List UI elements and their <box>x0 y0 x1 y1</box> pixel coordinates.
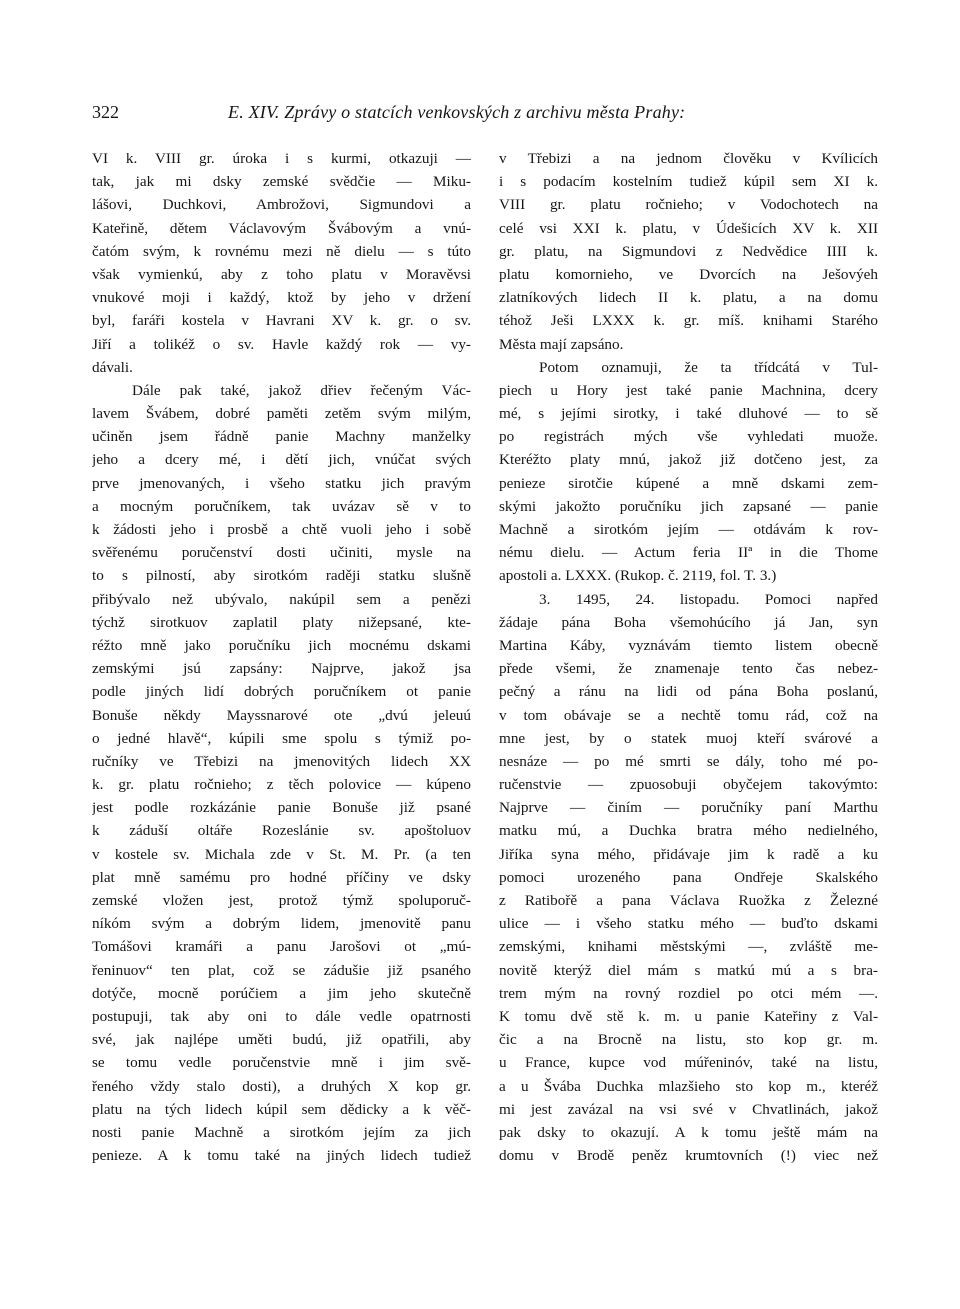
text-line: byl, faráři kostela v Havrani XV k. gr. o sv. <box>92 312 471 330</box>
text-line: VI k. VIII gr. úroka i s kurmi, otkazuji — <box>92 150 471 167</box>
text-line: podle jiných lidí dobrých poručníkem ot panie <box>92 683 471 701</box>
text-line: réžto mně jako poručníku jich mocnému dskami <box>92 636 471 654</box>
text-line: postupuji, tak aby oni to dále vedle opatrnosti <box>92 1007 471 1025</box>
text-line: k žádosti jeho i prosbě a chtě vuoli jeho i sobě <box>92 521 471 538</box>
text-line: níkóm svým a dobrým lidem, jmenovitě panu <box>92 915 471 933</box>
text-line: Kateřině, dětem Václavovým Švábovým a vnú- <box>92 219 471 237</box>
text-line: z Ratibořě a pana Václava Ruožka z Železné <box>499 892 878 909</box>
text-line: skými jakožto poručníku jich zapsané — panie <box>499 497 878 515</box>
text-line: a u Švába Duchka mlazšieho sto kop m., kteréž <box>499 1077 878 1095</box>
text-line: po registrách mých vše vyhledati muože. <box>499 428 878 446</box>
text-line: v tom obávaje se a nechtě tomu rád, což na <box>499 706 878 724</box>
text-line: nosti panie Machně a sirotkóm jejím za jich <box>92 1123 471 1141</box>
text-line: dávali. <box>92 358 133 376</box>
running-title: E. XIV. Zprávy o statcích venkovských z archivu města Prahy: <box>228 102 686 122</box>
text-line: jeho a dcery mé, i dětí jich, vnúčat svých <box>92 451 471 469</box>
text-line: téhož Ješi LXXX k. gr. míš. knihami Starého <box>499 312 878 330</box>
text-line: platu na tých lidech kúpil sem dědicky a k věč- <box>92 1100 471 1118</box>
text-line: pak dsky to okazují. A k tomu ještě mám na <box>499 1123 878 1141</box>
text-line: učiněn jsem řádně panie Machny manželky <box>92 428 471 446</box>
text-line: Bonuše někdy Mayssnarové ote „dvú jeleuú <box>92 706 471 724</box>
text-line: svěřenému poručenství dosti učiniti, mysle na <box>92 544 471 562</box>
left-text-column <box>92 147 471 1167</box>
text-line: Kteréžto platy mnú, jakož již dotčeno jest, za <box>499 451 878 469</box>
text-line: přibývalo než ubývalo, nakúpil sem a penězi <box>92 590 471 608</box>
text-line: čic a na Brocně na listu, sto kop gr. m. <box>499 1031 878 1049</box>
text-line: jest podle rozkázánie panie Bonuše již psané <box>92 799 471 817</box>
text-line: Martina Káby, vyznávám tiemto listem obecně <box>499 636 878 654</box>
text-line: Dále pak také, jakož dřiev řečeným Vác- <box>132 381 471 399</box>
text-line: K tomu dvě stě k. m. u panie Kateřiny z Val- <box>499 1007 878 1025</box>
text-line: mé, s jejími sirotky, i také dluhové — to sě <box>499 405 878 423</box>
text-line: řeného vždy stalo dosti), a druhých X kop gr. <box>92 1077 471 1095</box>
text-line: zlatníkových lidech II k. platu, a na domu <box>499 289 878 307</box>
text-line: k. gr. platu ročnieho; z těch polovice — kúpeno <box>92 776 471 794</box>
text-line: ulice — i všeho statku mého — buďto dskami <box>499 915 878 933</box>
text-line: piech u Hory jest také panie Machnina, dcery <box>499 381 878 399</box>
right-text-column <box>499 147 878 1167</box>
text-line: matku mú, a Duchka bratra mého nedielného, <box>499 822 878 840</box>
text-line: se tomu vedle poručenstvie mně i jim svě- <box>92 1054 471 1072</box>
text-line: gr. platu, na Sigmundovi z Nedvědice IIII k. <box>499 242 878 260</box>
text-line: pomoci urozeného pana Ondřeje Skalského <box>499 868 878 886</box>
text-line: Machně a sirotkóm jejím — otdávám k rov- <box>499 521 878 538</box>
text-line: Najprve — činím — poručníky paní Marthu <box>499 799 878 817</box>
text-line: novitě kterýž diel mám s matkú mú a s bra- <box>499 961 878 979</box>
text-line: to s pilností, aby sirotkóm raději statku slušně <box>92 567 471 585</box>
text-line: však vymienkú, aby z toho platu v Moravěvsi <box>92 265 471 283</box>
text-line: pečný a ránu na lidi od pána Boha poslanú, <box>499 683 878 701</box>
text-line: 3. 1495, 24. listopadu. Pomoci napřed <box>539 590 878 608</box>
text-line: celé vsi XXI k. platu, v Údešicích XV k. XII <box>499 219 878 237</box>
text-line: trem mým na rovný rozdiel po otci mém —. <box>499 984 878 1002</box>
text-line: domu v Brodě peněz krumtovních (!) viec než <box>499 1147 878 1165</box>
text-line: ručníky ve Třebizi na jmenovitých lidech XX <box>92 752 471 770</box>
text-line: přede všemi, že znamenaje tento čas nebez- <box>499 660 878 678</box>
page-number: 322 <box>92 102 119 122</box>
running-header <box>92 100 878 124</box>
text-line: prve jmenovaných, i všeho statku jich pravým <box>92 474 471 492</box>
text-line: čatóm svým, k rovnému mezi ně dielu — s túto <box>92 242 471 260</box>
text-line: k záduší oltáře Rozeslánie sv. apoštoluov <box>92 822 471 840</box>
text-line: zemskými, knihami městskými —, zvláště me- <box>499 938 878 956</box>
text-line: nému dielu. — Actum feria IIª in die Thome <box>499 544 878 562</box>
text-line: mi jest zavázal na vsi své v Chvatlinách, jakož <box>499 1100 878 1118</box>
text-line: Jiří a tolikéž o sv. Havle každý rok — vy- <box>92 335 471 353</box>
text-line: Jiříka syna mého, přidávaje jim k radě a ku <box>499 845 878 863</box>
text-line: vnukové moji i každý, ktož by jeho v držení <box>92 289 471 307</box>
text-line: platu komornieho, ve Dvorcích na Ješovýeh <box>499 265 878 283</box>
text-line: řeninuov“ ten plat, což se zádušie již psaného <box>92 961 471 979</box>
text-line: penieze sirotčie kúpené a mně dskami zem- <box>499 474 878 492</box>
text-line: tak, jak mi dsky zemské svědčie — Miku- <box>92 173 471 191</box>
text-line: mne jest, by o statek muoj kteří svárové a <box>499 729 878 747</box>
text-line: o jedné hlavě“, kúpili sme spolu s týmiž po- <box>92 729 471 747</box>
text-line: zemskými jsú zapsány: Najprve, jakož jsa <box>92 660 471 678</box>
document-page <box>92 0 878 1309</box>
text-line: a mocným poručníkem, tak uvázav sě v to <box>92 497 471 515</box>
text-line: v kostele sv. Michala zde v St. M. Pr. (a ten <box>92 845 471 863</box>
text-line: Tomášovi kramáři a panu Jarošovi ot „mú- <box>92 938 471 956</box>
text-line: zemské vložen jest, protož týmž spoluporuč- <box>92 892 471 909</box>
text-line: dotýče, mocně porúčiem a jim jeho skutečně <box>92 984 471 1002</box>
text-line: u France, kupce vod múřeninóv, také na listu, <box>499 1054 878 1072</box>
text-line: nesnáze — po mé smrti se dály, toho mé po- <box>499 752 878 770</box>
text-line: Potom oznamuji, že ta třídcátá v Tul- <box>539 358 878 376</box>
text-line: žádaje pána Boha všemohúcího já Jan, syn <box>499 613 878 631</box>
text-line: své, jak najlépe uměti budú, již opatřili, aby <box>92 1031 471 1049</box>
text-line: Města mají zapsáno. <box>499 335 624 353</box>
text-line: lavem Švábem, dobré paměti zetěm svým milým, <box>92 405 471 423</box>
text-line: ručenstvie — zpuosobuji obyčejem takovýmto: <box>499 776 878 794</box>
text-line: penieze. A k tomu také na jiných lidech tudiež <box>92 1147 471 1165</box>
text-line: lášovi, Duchkovi, Ambrožovi, Sigmundovi a <box>92 196 471 214</box>
text-line: VIII gr. platu ročnieho; v Vodochotech na <box>499 196 878 214</box>
text-line: i s podacím kostelním tudiež kúpil sem XI k. <box>499 173 878 191</box>
text-line: v Třebizi a na jednom člověku v Kvílicích <box>499 150 878 167</box>
text-line: týchž sirotkuov zaplatil platy nižepsané, kte- <box>92 613 471 631</box>
text-line: apostoli a. LXXX. (Rukop. č. 2119, fol. T. 3.) <box>499 567 777 585</box>
text-line: plat mně samému pro hodné příčiny ve dsky <box>92 868 471 886</box>
